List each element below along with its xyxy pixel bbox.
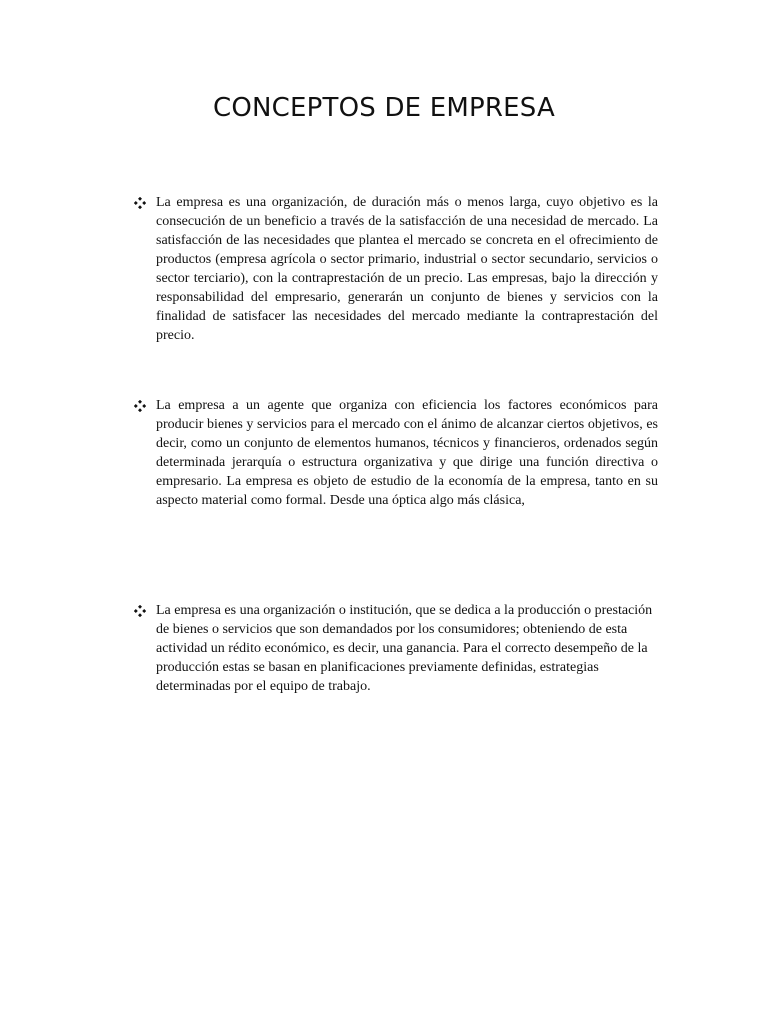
paragraph-text: La empresa a un agente que organiza con eficiencia los factores económicos para producir bienes y servicios para el mercado con el ánimo de alcanzar ciertos objetivos, es decir, como un conjunto de elementos humanos, técnicos y financieros, ordenados según determinada jerarquía o estructura organizativa y que dirige una función directiva o empresario. La empresa es objeto de estudio de la economía de la empresa, tanto en su aspecto material como formal. Desde una óptica algo más clásica, xyxy=(156,398,658,508)
page-title: CONCEPTOS DE EMPRESA xyxy=(213,93,555,123)
diamond-bullet-icon xyxy=(133,396,147,415)
paragraph-text: La empresa es una organización, de duración más o menos larga, cuyo objetivo es la consecución de un beneficio a través de la satisfacción de una necesidad de mercado. La satisfacción de las necesidades que plantea el mercado se concreta en el ofrecimiento de productos (empresa agrícola o sector primario, industrial o sector secundario, servicios o sector terciario), con la contraprestación de un precio. Las empresas, bajo la dirección y responsabilidad del empresario, generarán un conjunto de bienes y servicios con la finalidad de satisfacer las necesidades del mercado mediante la contraprestación del precio. xyxy=(156,195,658,343)
diamond-bullet-icon xyxy=(133,193,147,212)
diamond-bullet-icon xyxy=(133,601,147,620)
paragraph-text: La empresa es una organización o institución, que se dedica a la producción o prestación de bienes o servicios que son demandados por los consumidores; obteniendo de esta actividad un rédito económico, es decir, una ganancia. Para el correcto desempeño de la producción estas se basan en planificaciones previamente definidas, estrategias determinadas por el equipo de trabajo. xyxy=(156,603,653,694)
